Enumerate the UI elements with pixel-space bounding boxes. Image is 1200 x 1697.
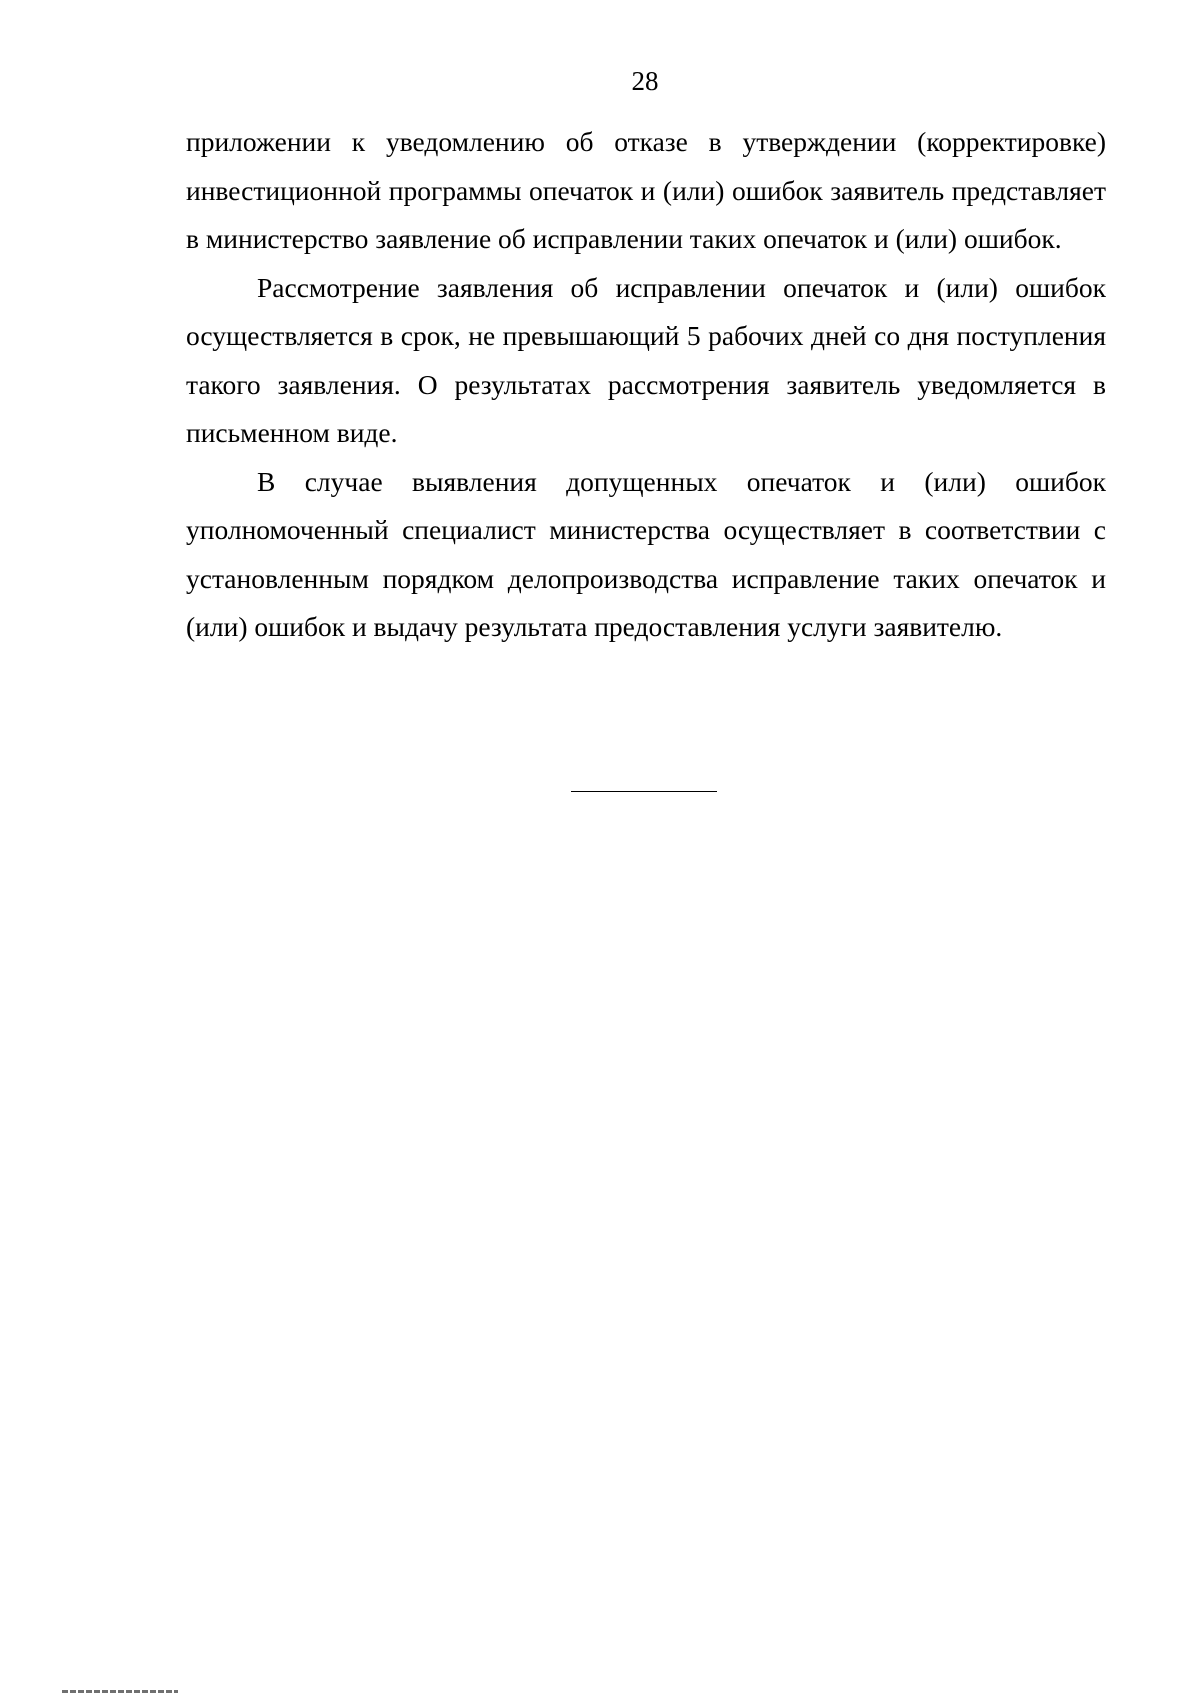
document-body bbox=[186, 118, 1106, 652]
paragraph-correction: В случае выявления допущенных опечаток и (или) ошибок уполномоченный специалист министерства осуществляет в соответствии с установленным порядком делопроизводства исправление таких опечаток и (или) ошибок и выдачу результата предоставления услуги заявителю. bbox=[186, 465, 1106, 642]
scan-artifact bbox=[62, 1690, 178, 1693]
paragraph-review-term: Рассмотрение заявления об исправлении опечаток и (или) ошибок осуществляется в срок, не превышающий 5 рабочих дней со дня поступления такого заявления. О результатах рассмотрения заявитель уведомляется в письменном виде. bbox=[186, 271, 1106, 448]
paragraph-continuation: приложении к уведомлению об отказе в утверждении (корректировке) инвестиционной программы опечаток и (или) ошибок заявитель представляет в министерство заявление об исправлении таких опечаток и (или) ошибок. bbox=[186, 126, 1106, 254]
end-of-text-rule bbox=[571, 791, 717, 792]
page-number: 28 bbox=[631, 66, 659, 96]
